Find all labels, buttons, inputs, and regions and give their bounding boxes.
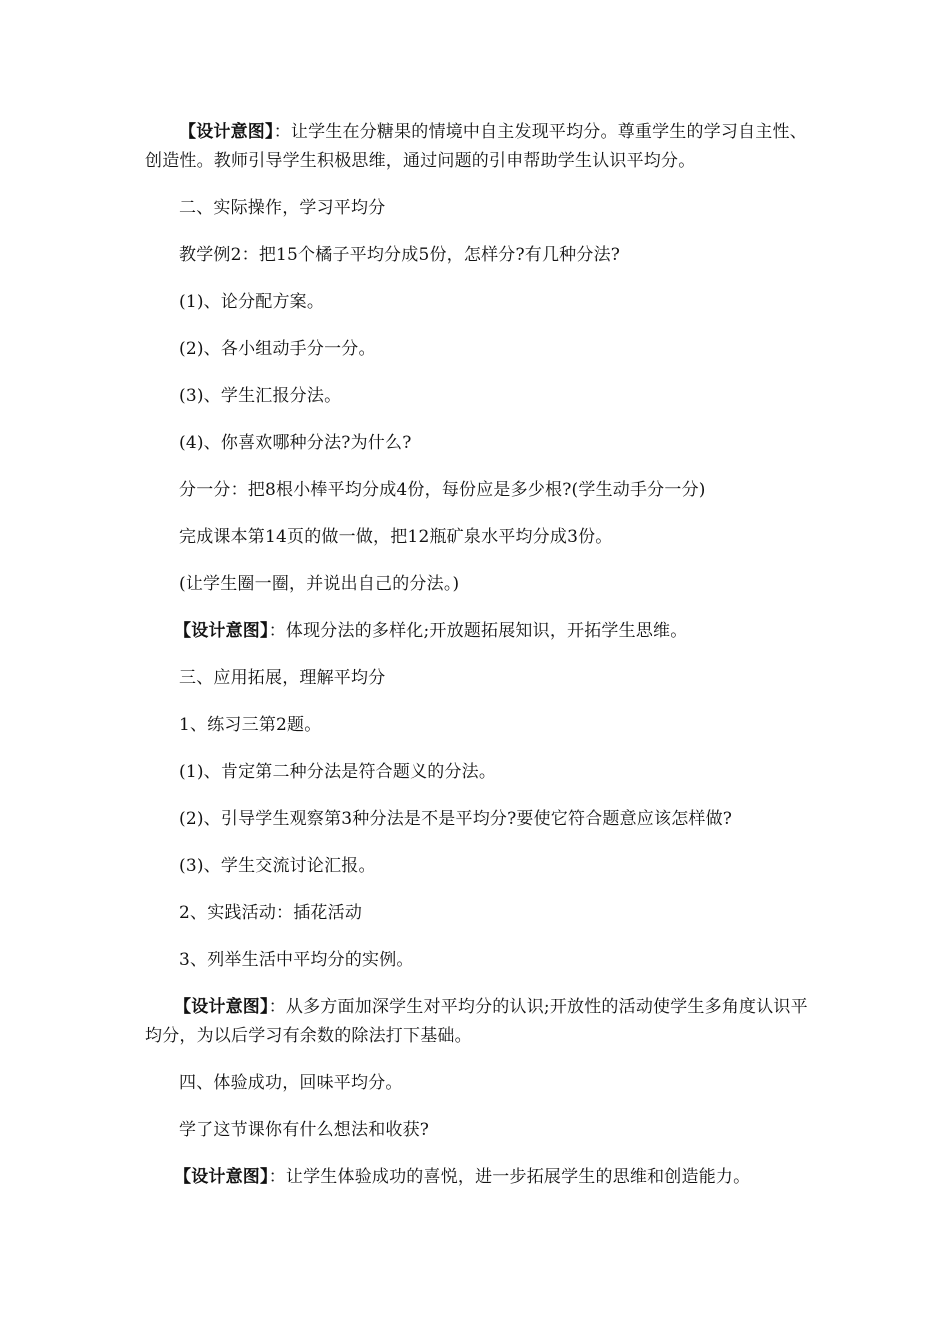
list-item: (2)、各小组动手分一分。	[179, 339, 376, 359]
section-heading-4: 四、体验成功，回味平均分。	[179, 1073, 403, 1093]
list-item: (3)、学生交流讨论汇报。	[179, 856, 376, 876]
reflection-question: 学了这节课你有什么想法和收获?	[179, 1120, 430, 1140]
paragraph-design-intent-3: 【设计意图】：从多方面加深学生对平均分的认识;开放性的活动使学生多角度认识平均分，为以后学习有余数的除法打下基础。	[145, 997, 808, 1046]
list-item: (1)、肯定第二种分法是符合题义的分法。	[179, 762, 497, 782]
document-body	[145, 118, 810, 1210]
paragraph-design-intent-4: 【设计意图】：让学生体验成功的喜悦，进一步拓展学生的思维和创造能力。	[174, 1167, 751, 1187]
example-2: 教学例2：把15个橘子平均分成5份，怎样分?有几种分法?	[179, 245, 621, 265]
list-item: 3、列举生活中平均分的实例。	[179, 950, 414, 970]
paragraph-text: ：让学生在分糖果的情境中自主发现平均分。尊重学生的学习自主性、创造性。教师引导学生积极思维，通过问题的引申帮助学生认识平均分。	[145, 122, 807, 171]
list-item: (2)、引导学生观察第3种分法是不是平均分?要使它符合题意应该怎样做?	[179, 809, 733, 829]
design-intent-label: 【设计意图】	[174, 997, 269, 1017]
section-heading-3: 三、应用拓展，理解平均分	[179, 668, 386, 688]
practice-divide: 分一分：把8根小棒平均分成4份，每份应是多少根?(学生动手分一分)	[179, 480, 706, 500]
paragraph-design-intent-1	[145, 118, 810, 176]
design-intent-label: 【设计意图】	[174, 1167, 269, 1187]
list-item: 1、练习三第2题。	[179, 715, 322, 735]
list-item: (4)、你喜欢哪种分法?为什么?	[179, 433, 412, 453]
textbook-exercise: 完成课本第14页的做一做，把12瓶矿泉水平均分成3份。	[179, 527, 613, 547]
design-intent-label: 【设计意图】	[179, 122, 274, 142]
list-item: 2、实践活动：插花活动	[179, 903, 363, 923]
paragraph-design-intent-2: 【设计意图】：体现分法的多样化;开放题拓展知识，开拓学生思维。	[174, 621, 688, 641]
list-item: (3)、学生汇报分法。	[179, 386, 342, 406]
design-intent-label: 【设计意图】	[174, 621, 269, 641]
section-heading-2: 二、实际操作，学习平均分	[179, 198, 386, 218]
list-item: (1)、论分配方案。	[179, 292, 325, 312]
circle-activity: (让学生圈一圈，并说出自己的分法。)	[179, 574, 460, 594]
